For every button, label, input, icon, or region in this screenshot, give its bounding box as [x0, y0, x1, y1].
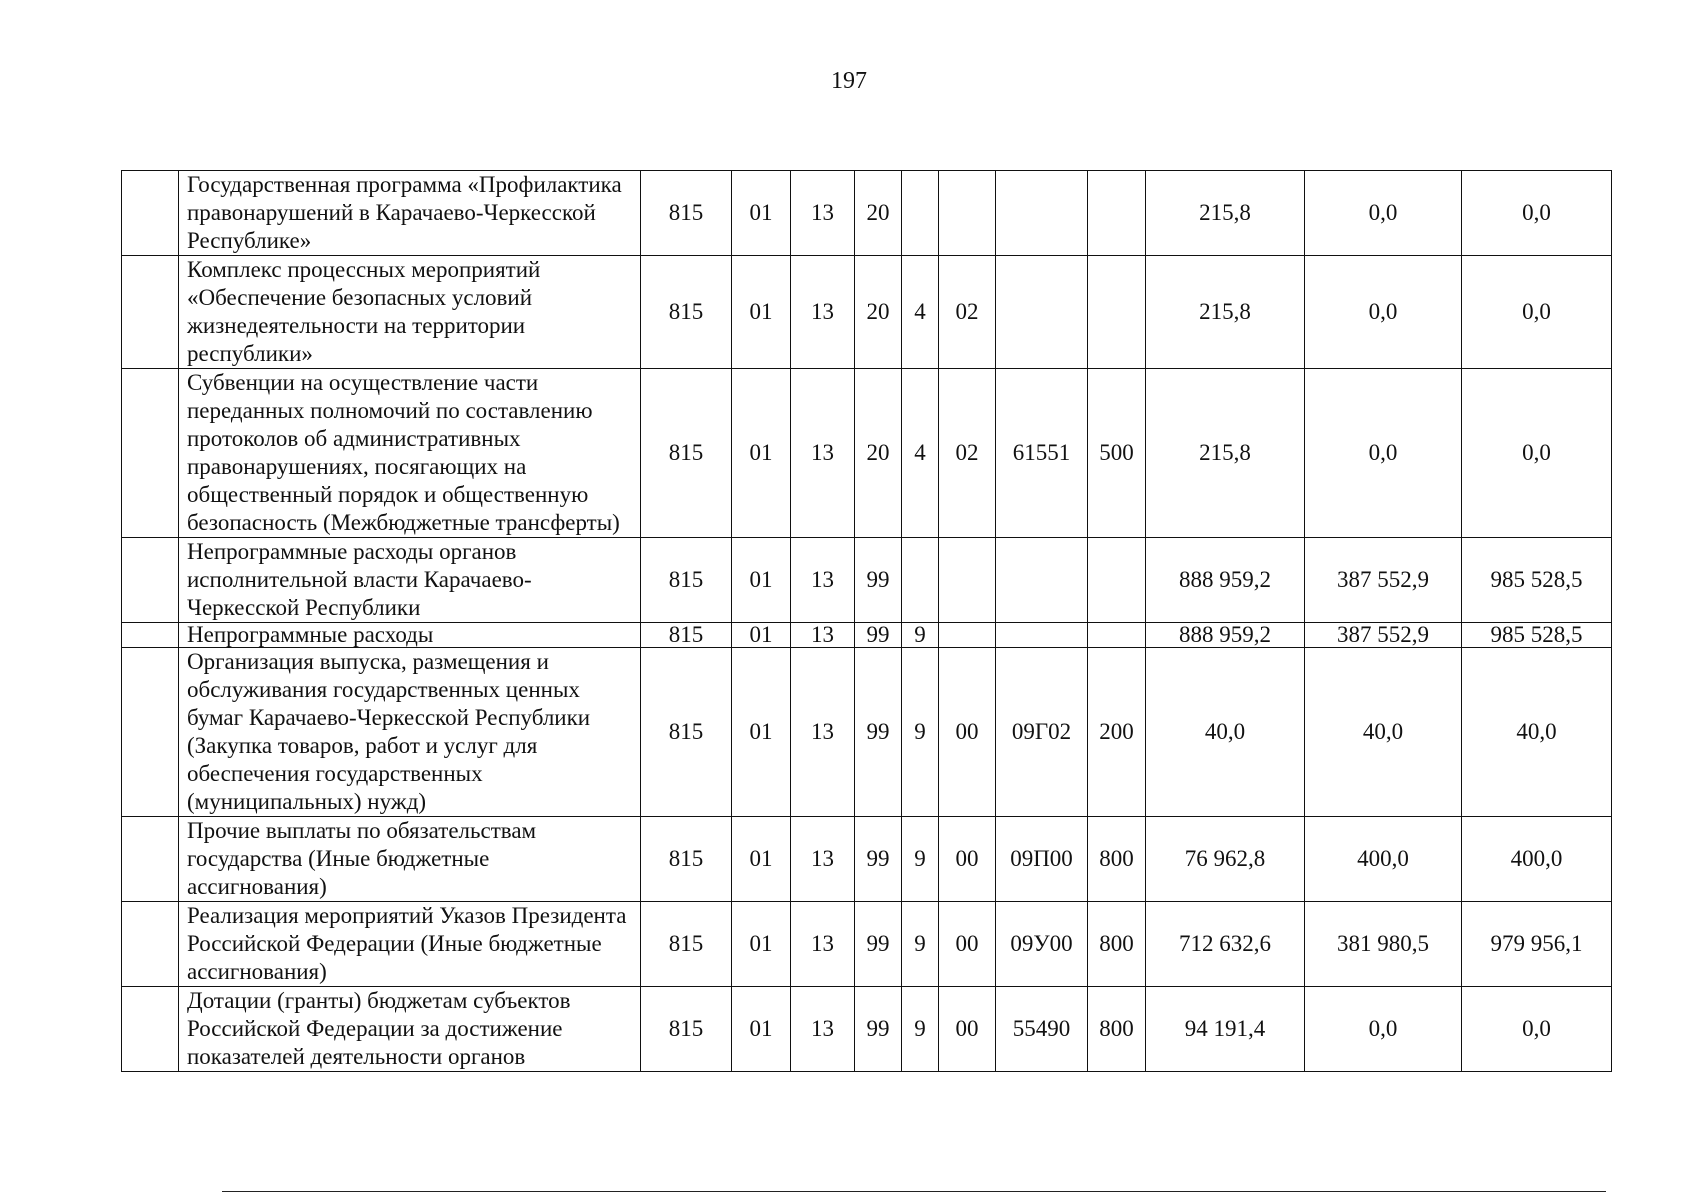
- sum-year-2-cell: 387 552,9: [1305, 623, 1462, 648]
- sum-year-1-cell: 712 632,6: [1146, 902, 1305, 987]
- code-expense-type-cell: 800: [1088, 987, 1146, 1072]
- sum-year-3-cell: 0,0: [1462, 171, 1612, 256]
- sum-year-2-cell: 381 980,5: [1305, 902, 1462, 987]
- row-number-cell: [122, 648, 179, 817]
- sum-year-3-cell: 40,0: [1462, 648, 1612, 817]
- code-activity-cell: 00: [939, 987, 996, 1072]
- table-row: [122, 817, 1612, 902]
- sum-year-1-cell: 888 959,2: [1146, 623, 1305, 648]
- expense-name-cell: Государственная программа «Профилактика правонарушений в Карачаево-Черкесской Республике»: [179, 171, 641, 256]
- sum-year-3-cell: 0,0: [1462, 987, 1612, 1072]
- budget-table: [121, 170, 1612, 1072]
- table-row: [122, 623, 1612, 648]
- row-number-cell: [122, 623, 179, 648]
- code-subprogram-cell: 9: [902, 648, 939, 817]
- table-row: [122, 902, 1612, 987]
- code-grbs-cell: 815: [641, 369, 732, 538]
- code-program-cell: 20: [855, 171, 902, 256]
- sum-year-2-cell: 0,0: [1305, 256, 1462, 369]
- code-subsection-cell: 13: [791, 987, 855, 1072]
- code-direction-cell: 09У00: [996, 902, 1088, 987]
- table-row: [122, 987, 1612, 1072]
- row-number-cell: [122, 256, 179, 369]
- footer-rule: [222, 1191, 1606, 1192]
- code-grbs-cell: 815: [641, 817, 732, 902]
- row-number-cell: [122, 538, 179, 623]
- sum-year-1-cell: 40,0: [1146, 648, 1305, 817]
- code-program-cell: 99: [855, 648, 902, 817]
- code-subprogram-cell: [902, 171, 939, 256]
- table-row: [122, 648, 1612, 817]
- code-activity-cell: [939, 171, 996, 256]
- code-grbs-cell: 815: [641, 256, 732, 369]
- code-direction-cell: 09Г02: [996, 648, 1088, 817]
- sum-year-2-cell: 40,0: [1305, 648, 1462, 817]
- code-activity-cell: 00: [939, 902, 996, 987]
- code-program-cell: 20: [855, 256, 902, 369]
- code-activity-cell: [939, 623, 996, 648]
- code-section-cell: 01: [732, 171, 791, 256]
- table-body: [122, 171, 1612, 1072]
- code-section-cell: 01: [732, 623, 791, 648]
- code-subsection-cell: 13: [791, 817, 855, 902]
- code-subsection-cell: 13: [791, 648, 855, 817]
- code-direction-cell: [996, 623, 1088, 648]
- code-expense-type-cell: 800: [1088, 817, 1146, 902]
- row-number-cell: [122, 987, 179, 1072]
- expense-name-cell: Организация выпуска, размещения и обслуживания государственных ценных бумаг Карачаево-Черкесской Республики (Закупка товаров, работ и услуг для обеспечения государственных (муниципальных) нужд): [179, 648, 641, 817]
- code-section-cell: 01: [732, 987, 791, 1072]
- sum-year-3-cell: 400,0: [1462, 817, 1612, 902]
- sum-year-3-cell: 0,0: [1462, 256, 1612, 369]
- code-grbs-cell: 815: [641, 538, 732, 623]
- code-activity-cell: 02: [939, 369, 996, 538]
- code-program-cell: 20: [855, 369, 902, 538]
- code-grbs-cell: 815: [641, 171, 732, 256]
- code-section-cell: 01: [732, 256, 791, 369]
- code-grbs-cell: 815: [641, 987, 732, 1072]
- sum-year-1-cell: 94 191,4: [1146, 987, 1305, 1072]
- row-number-cell: [122, 817, 179, 902]
- code-expense-type-cell: 800: [1088, 902, 1146, 987]
- code-subprogram-cell: 4: [902, 256, 939, 369]
- page-number: 197: [831, 68, 867, 94]
- code-direction-cell: 55490: [996, 987, 1088, 1072]
- sum-year-2-cell: 0,0: [1305, 987, 1462, 1072]
- code-expense-type-cell: 200: [1088, 648, 1146, 817]
- code-subprogram-cell: [902, 538, 939, 623]
- code-subsection-cell: 13: [791, 369, 855, 538]
- code-expense-type-cell: [1088, 538, 1146, 623]
- sum-year-1-cell: 76 962,8: [1146, 817, 1305, 902]
- code-subsection-cell: 13: [791, 538, 855, 623]
- sum-year-2-cell: 387 552,9: [1305, 538, 1462, 623]
- code-expense-type-cell: [1088, 623, 1146, 648]
- sum-year-3-cell: 985 528,5: [1462, 538, 1612, 623]
- sum-year-1-cell: 215,8: [1146, 256, 1305, 369]
- expense-name-cell: Субвенции на осуществление части переданных полномочий по составлению протоколов об административных правонарушениях, посягающих на общественный порядок и общественную безопасность (Межбюджетные трансферты): [179, 369, 641, 538]
- code-subprogram-cell: 4: [902, 369, 939, 538]
- code-program-cell: 99: [855, 987, 902, 1072]
- sum-year-1-cell: 215,8: [1146, 171, 1305, 256]
- code-direction-cell: [996, 538, 1088, 623]
- code-subsection-cell: 13: [791, 256, 855, 369]
- code-subprogram-cell: 9: [902, 902, 939, 987]
- code-grbs-cell: 815: [641, 902, 732, 987]
- sum-year-2-cell: 0,0: [1305, 171, 1462, 256]
- row-number-cell: [122, 171, 179, 256]
- code-direction-cell: [996, 256, 1088, 369]
- code-direction-cell: [996, 171, 1088, 256]
- code-program-cell: 99: [855, 817, 902, 902]
- table-row: [122, 538, 1612, 623]
- code-direction-cell: 61551: [996, 369, 1088, 538]
- code-section-cell: 01: [732, 817, 791, 902]
- table-row: [122, 256, 1612, 369]
- code-program-cell: 99: [855, 902, 902, 987]
- row-number-cell: [122, 369, 179, 538]
- expense-name-cell: Непрограммные расходы органов исполнительной власти Карачаево-Черкесской Республики: [179, 538, 641, 623]
- code-activity-cell: [939, 538, 996, 623]
- code-subsection-cell: 13: [791, 902, 855, 987]
- code-activity-cell: 00: [939, 648, 996, 817]
- code-section-cell: 01: [732, 648, 791, 817]
- code-grbs-cell: 815: [641, 648, 732, 817]
- expense-name-cell: Реализация мероприятий Указов Президента Российской Федерации (Иные бюджетные ассигнования): [179, 902, 641, 987]
- code-subprogram-cell: 9: [902, 987, 939, 1072]
- expense-name-cell: Дотации (гранты) бюджетам субъектов Российской Федерации за достижение показателей деятельности органов: [179, 987, 641, 1072]
- code-subsection-cell: 13: [791, 171, 855, 256]
- code-direction-cell: 09П00: [996, 817, 1088, 902]
- sum-year-3-cell: 979 956,1: [1462, 902, 1612, 987]
- code-section-cell: 01: [732, 369, 791, 538]
- table-row: [122, 171, 1612, 256]
- code-subsection-cell: 13: [791, 623, 855, 648]
- table-row: [122, 369, 1612, 538]
- code-program-cell: 99: [855, 623, 902, 648]
- code-section-cell: 01: [732, 538, 791, 623]
- code-expense-type-cell: [1088, 256, 1146, 369]
- code-activity-cell: 00: [939, 817, 996, 902]
- sum-year-2-cell: 0,0: [1305, 369, 1462, 538]
- sum-year-3-cell: 985 528,5: [1462, 623, 1612, 648]
- code-activity-cell: 02: [939, 256, 996, 369]
- sum-year-2-cell: 400,0: [1305, 817, 1462, 902]
- code-section-cell: 01: [732, 902, 791, 987]
- code-expense-type-cell: 500: [1088, 369, 1146, 538]
- code-subprogram-cell: 9: [902, 817, 939, 902]
- code-grbs-cell: 815: [641, 623, 732, 648]
- expense-name-cell: Комплекс процессных мероприятий «Обеспечение безопасных условий жизнедеятельности на территории республики»: [179, 256, 641, 369]
- code-program-cell: 99: [855, 538, 902, 623]
- code-subprogram-cell: 9: [902, 623, 939, 648]
- code-expense-type-cell: [1088, 171, 1146, 256]
- sum-year-1-cell: 215,8: [1146, 369, 1305, 538]
- expense-name-cell: Непрограммные расходы: [179, 623, 641, 648]
- sum-year-3-cell: 0,0: [1462, 369, 1612, 538]
- row-number-cell: [122, 902, 179, 987]
- expense-name-cell: Прочие выплаты по обязательствам государства (Иные бюджетные ассигнования): [179, 817, 641, 902]
- sum-year-1-cell: 888 959,2: [1146, 538, 1305, 623]
